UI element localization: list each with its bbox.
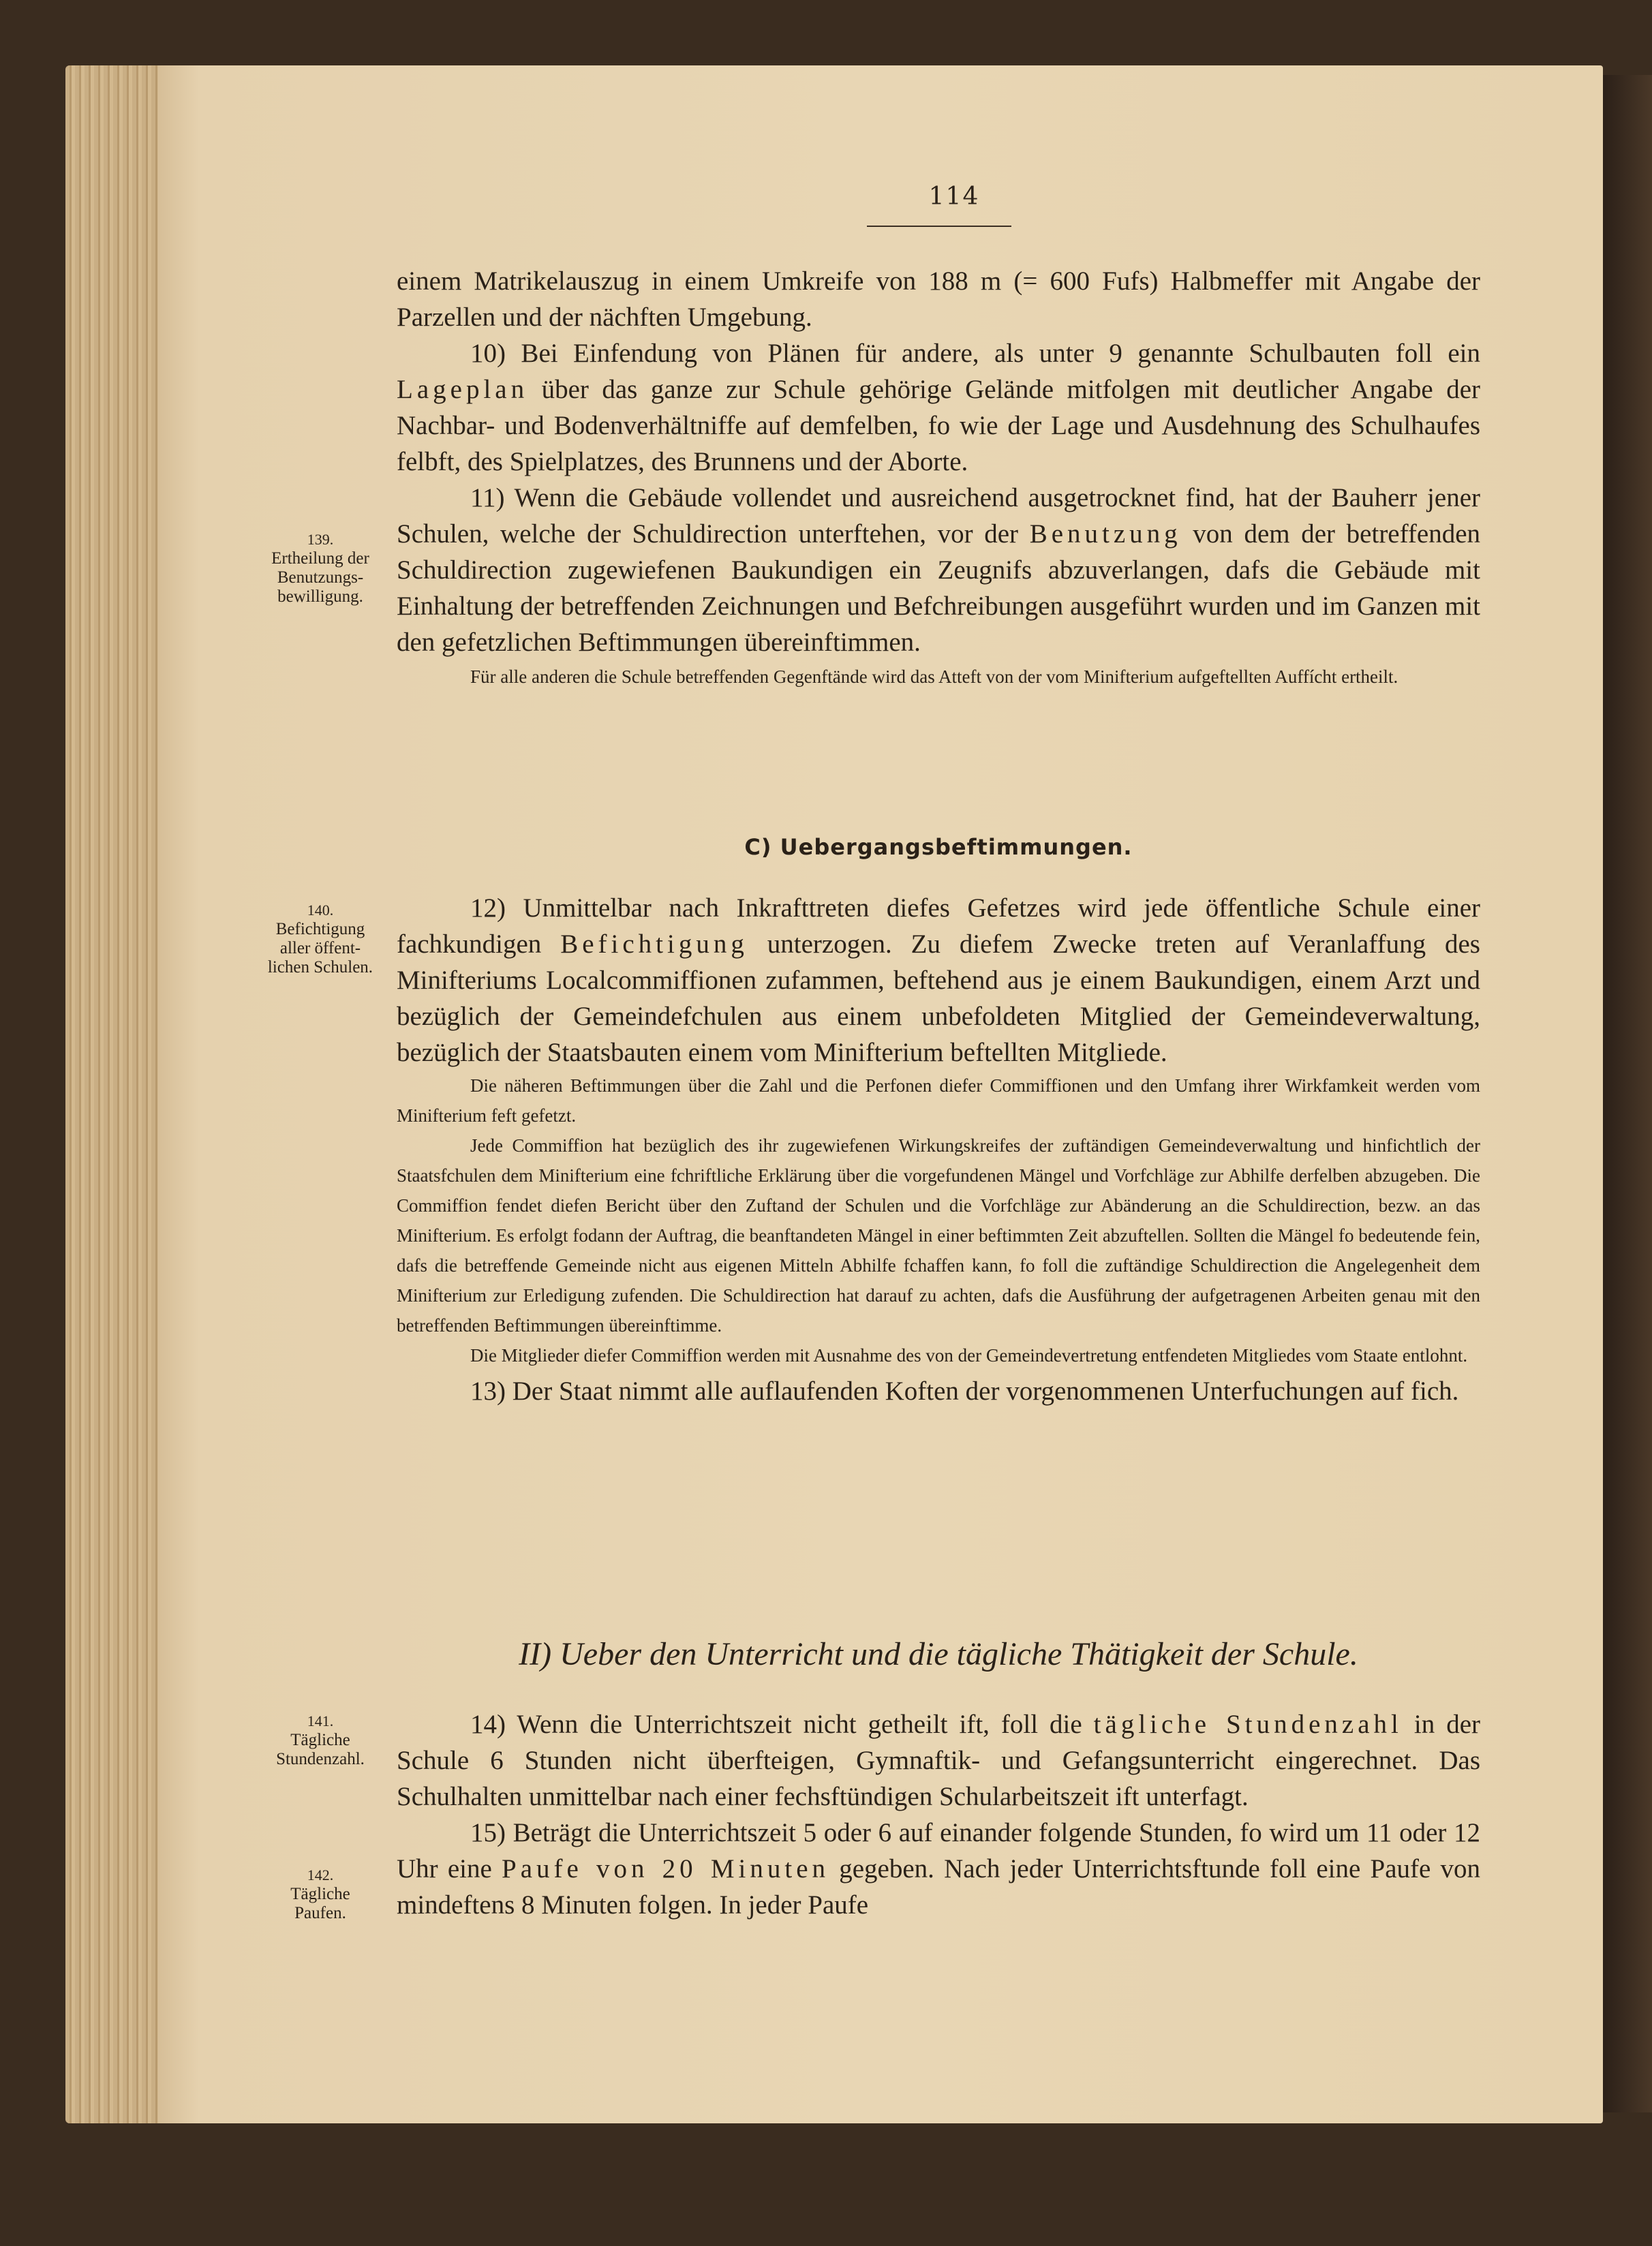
paragraph-14 xyxy=(397,1706,1480,1815)
note-12b xyxy=(397,1130,1480,1340)
margin-note-number: 140. xyxy=(307,902,334,919)
paragraph-text: 15) Beträgt die Unterrichtszeit 5 oder 6 auf einander folgende Stunden, fo wird um 11 oder 12 Uhr eine xyxy=(397,1818,1480,1883)
margin-note-line: Befichtigung xyxy=(275,920,365,938)
margin-note-141 xyxy=(245,1712,395,1769)
note-11 xyxy=(397,662,1480,692)
margin-note-line: Benutzungs- xyxy=(277,568,364,587)
margin-note-line: Stundenzahl. xyxy=(276,1750,365,1768)
emphasis-text: Lageplan xyxy=(397,375,529,404)
note-text: Jede Commiffion hat bezüglich des ihr zugewiefenen Wirkungskreifes der zuftändigen Gemeindeverwaltung und hinfichtlich der Staatsfchulen dem Minifterium eine fchriftliche Erklärung über die vorgefundenen Mängel und Vorfchläge zur Abhilfe derfelben abzugeben. Die Commiffion fendet diefen Bericht über den Zuftand der Schulen und die Vorfchläge zur Abänderung an die Schuldirection, bezw. an das Minifterium. Es erfolgt fodann der Auftrag, die beanftandeten Mängel in einer beftimmten Zeit abzuftellen. Sollten die Mängel fo bedeutende fein, dafs die betreffende Gemeinde nicht aus eigenen Mitteln Abhilfe fchaffen kann, fo foll die zuftändige Schuldirection die Angelegenheit dem Minifterium zur Erledigung zufenden. Die Schuldirection hat darauf zu achten, dafs die Ausführung der aufgetragenen Arbeiten genau mit den betreffenden Beftimmungen übereinftimme. xyxy=(397,1135,1480,1336)
paragraph-text: von dem der betreffenden Schuldirection zugewiefenen Baukundigen ein Zeugnifs abzuverlangen, dafs die Gebäude mit Einhaltung der betreffenden Zeichnungen und Befchreibungen ausgeführt wurden und im Ganzen mit den gefetzlichen Beftimmungen übereinftimmen. xyxy=(397,519,1481,657)
paragraph-11 xyxy=(397,480,1480,660)
emphasis-text: Paufe von 20 Minuten xyxy=(502,1854,830,1883)
margin-note-140 xyxy=(245,901,395,977)
paragraph-text: gegeben. Nach jeder Unterrichtsftunde foll eine Paufe von mindeftens 8 Minuten folgen. In jeder Paufe xyxy=(397,1854,1480,1920)
margin-note-number: 142. xyxy=(307,1866,334,1883)
page-number: 114 xyxy=(928,183,980,211)
paragraph-intro: einem Matrikelauszug in einem Umkreife von 188 m (= 600 Fufs) Halbmeffer mit Angabe der Parzellen und der nächften Umgebung. xyxy=(397,266,1480,332)
margin-note-line: Paufen. xyxy=(294,1904,346,1922)
emphasis-text: Befichtigung xyxy=(560,929,748,959)
header-rule xyxy=(867,226,1011,227)
paragraph-text: 14) Wenn die Unterrichtszeit nicht getheilt ift, foll die xyxy=(470,1710,1094,1739)
paragraph-text: 10) Bei Einfendung von Plänen für andere, als unter 9 genannte Schulbauten foll ein xyxy=(470,339,1480,368)
paragraph-15 xyxy=(397,1815,1480,1923)
paragraph-12 xyxy=(397,890,1480,1071)
margin-note-139 xyxy=(245,530,395,606)
note-text: Für alle anderen die Schule betreffenden Gegenftände wird das Atteft von der vom Minifterium aufgeftellten Auffícht ertheilt. xyxy=(470,666,1398,687)
margin-note-line: Tägliche xyxy=(290,1731,350,1749)
paragraph-text: 12) Unmittelbar nach Inkrafttreten diefes Gefetzes wird jede öffentliche Schule einer fachkundigen xyxy=(397,893,1480,959)
text-block-lower xyxy=(397,1706,1480,1923)
margin-note-line: Tägliche xyxy=(290,1885,350,1903)
paragraph-text: 11) Wenn die Gebäude vollendet und ausreichend ausgetrocknet find, hat der Bauherr jener Schulen, welche der Schuldirection unterftehen, vor der xyxy=(397,483,1480,549)
paragraph-text: 13) Der Staat nimmt alle auflaufenden Koften der vorgenommenen Unterfuchungen auf fich. xyxy=(470,1376,1459,1406)
margin-note-line: bewilligung. xyxy=(277,587,363,606)
margin-note-number: 141. xyxy=(307,1712,334,1729)
emphasis-text: tägliche Stundenzahl xyxy=(1093,1710,1403,1739)
paragraph-text: unterzogen. Zu diefem Zwecke treten auf Veranlaffung des Minifteriums Localcommiffionen zufammen, beftehend aus je einem Baukundigen, einem Arzt und bezüglich der Gemeindefchulen aus einem unbefoldeten Mitglied der Gemeindeverwaltung, bezüglich der Staatsbauten einem vom Minifterium beftellten Mitgliede. xyxy=(397,929,1480,1067)
section-heading-ii: II) Ueber den Unterricht und die tägliche Thätigkeit der Schule. xyxy=(519,1636,1358,1672)
paragraph-10 xyxy=(397,335,1480,480)
margin-note-number: 139. xyxy=(307,531,334,548)
margin-note-line: aller öffent- xyxy=(279,939,361,957)
text-block-middle xyxy=(397,890,1480,1409)
section-heading-c: C) Uebergangsbeftimmungen. xyxy=(744,834,1133,860)
note-12c xyxy=(397,1340,1480,1370)
paragraph-text: über das ganze zur Schule gehörige Gelände mitfolgen mit deutlicher Angabe der Nachbar- und Bodenverhältniffe auf demfelben, fo wie der Lage und Ausdehnung des Schulhaufes felbft, des Spielplatzes, des Brunnens und der Aborte. xyxy=(397,375,1480,476)
margin-note-line: lichen Schulen. xyxy=(267,958,373,976)
emphasis-text: Benutzung xyxy=(1029,519,1182,549)
note-text: Die näheren Beftimmungen über die Zahl und die Perfonen diefer Commiffionen und den Umfang ihrer Wirkfamkeit werden vom Minifterium feft gefetzt. xyxy=(397,1075,1480,1126)
paragraph-13 xyxy=(397,1373,1480,1409)
margin-note-142 xyxy=(245,1866,395,1923)
note-12a xyxy=(397,1071,1480,1130)
book-cover-edge xyxy=(1603,75,1652,2112)
paragraph-text: in der Schule 6 Stunden nicht überfteigen, Gymnaftik- und Gefangsunterricht eingerechnet. Das Schulhalten unmittelbar nach einer fechsftündigen Schularbeitszeit ift unterfagt. xyxy=(397,1710,1480,1811)
margin-note-line: Ertheilung der xyxy=(271,549,369,568)
note-text: Die Mitglieder diefer Commiffion werden mit Ausnahme des von der Gemeindevertretung entfendeten Mitgliedes vom Staate entlohnt. xyxy=(470,1345,1468,1366)
text-block-upper xyxy=(397,263,1480,692)
